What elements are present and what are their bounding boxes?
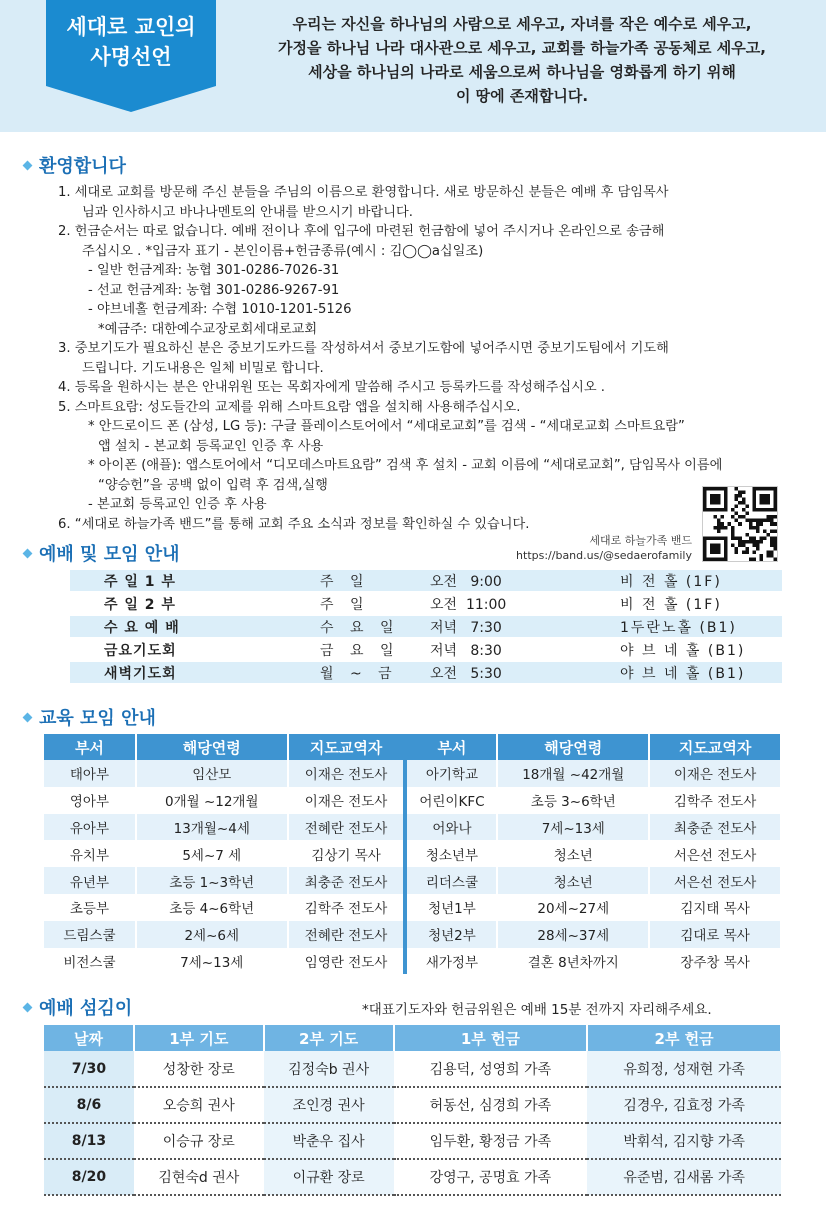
column-header: 해당연령 (497, 734, 649, 760)
mission-badge-title (46, 12, 216, 72)
worship-row (70, 593, 782, 614)
welcome-title-text: 환영합니다 (39, 156, 126, 177)
table-cell: 전혜란 전도사 (288, 814, 406, 841)
worship-schedule (70, 570, 782, 685)
worship-row (70, 616, 782, 637)
band-url[interactable]: https://band.us/@sedaerofamily (516, 549, 692, 562)
welcome-line: 6. “세대로 하늘가족 밴드”를 통해 교회 주요 소식과 정보를 확인하실 수 있습니다. (58, 516, 530, 532)
table-cell: 성창한 장로 (134, 1051, 264, 1087)
service-place: 1두란노홀 (B1) (620, 619, 737, 636)
table-cell: 18개월 ~42개월 (497, 760, 649, 787)
table-cell: 임산모 (136, 760, 288, 787)
service-time: 오전 11:00 (430, 596, 507, 613)
table-row (44, 948, 781, 975)
table-cell: 임영란 전도사 (288, 948, 406, 975)
table-cell: 김경우, 김효정 가족 (587, 1087, 781, 1123)
band-name: 세대로 하늘가족 밴드 (589, 534, 692, 547)
welcome-line: 2. 헌금순서는 따로 없습니다. 예배 전이나 후에 입구에 마련된 헌금함에 넣어 주시거나 온라인으로 송금해 (58, 224, 665, 239)
table-header-row (44, 1025, 781, 1051)
table-cell: 청소년 (497, 867, 649, 894)
mission-line: 가정을 하나님 나라 대사관으로 세우고, 교회를 하늘가족 공동체로 세우고, (278, 39, 766, 57)
table-cell: 이재은 전도사 (288, 787, 406, 814)
table-cell: 조인경 권사 (264, 1087, 394, 1123)
table-cell: 드림스쿨 (44, 921, 136, 948)
band-label (480, 533, 692, 563)
mission-banner (0, 0, 826, 132)
worship-row (70, 662, 782, 683)
service-day: 월 ~ 금 (320, 665, 398, 682)
table-cell: 7세~13세 (136, 948, 288, 975)
mission-line: 세상을 하나님의 나라로 세움으로써 하나님을 영화롭게 하기 위해 (308, 63, 736, 81)
table-cell: 새가정부 (405, 948, 497, 975)
table-cell: 이재은 전도사 (288, 760, 406, 787)
table-header-row (44, 734, 781, 760)
table-row (44, 1159, 781, 1195)
column-header: 1부 기도 (134, 1025, 264, 1051)
table-cell: 장주창 목사 (649, 948, 781, 975)
table-cell: 7세~13세 (497, 814, 649, 841)
mission-badge-tip (46, 86, 216, 112)
service-time: 오전 9:00 (430, 573, 502, 590)
table-cell: 어린이KFC (405, 787, 497, 814)
service-day: 금 요 일 (320, 642, 400, 659)
table-cell: 유치부 (44, 840, 136, 867)
diamond-bullet-icon (23, 712, 33, 722)
table-cell: 최충준 전도사 (649, 814, 781, 841)
welcome-line: “양승헌”을 공백 없이 입력 후 검색,실행 (98, 477, 328, 493)
table-cell: 허동선, 심경희 가족 (394, 1087, 588, 1123)
table-cell: 이승규 장로 (134, 1123, 264, 1159)
table-cell: 김학주 전도사 (649, 787, 781, 814)
column-header: 2부 기도 (264, 1025, 394, 1051)
table-row (44, 760, 781, 787)
table-cell: 유준범, 김새롬 가족 (587, 1159, 781, 1195)
mission-line: 우리는 자신을 하나님의 사람으로 세우고, 자녀를 작은 예수로 세우고, (292, 15, 752, 33)
service-name: 금요기도회 (104, 642, 177, 659)
table-cell: 김상기 목사 (288, 840, 406, 867)
diamond-bullet-icon (23, 160, 33, 170)
table-cell: 청년2부 (405, 921, 497, 948)
badge-line-1: 세대로 교인의 (66, 15, 196, 39)
table-cell: 유년부 (44, 867, 136, 894)
service-day: 주 일 (320, 573, 370, 590)
column-header: 해당연령 (136, 734, 288, 760)
education-title-text: 교육 모임 안내 (39, 708, 156, 729)
table-cell: 서은선 전도사 (649, 840, 781, 867)
table-cell: 청소년 (497, 840, 649, 867)
table-cell: 유아부 (44, 814, 136, 841)
table-cell: 리더스쿨 (405, 867, 497, 894)
table-cell: 이재은 전도사 (649, 760, 781, 787)
table-cell: 초등 4~6학년 (136, 894, 288, 921)
table-cell: 0개월 ~12개월 (136, 787, 288, 814)
date-cell: 8/20 (44, 1159, 134, 1195)
date-cell: 8/6 (44, 1087, 134, 1123)
table-cell: 청년1부 (405, 894, 497, 921)
service-place: 야 브 네 홀 (B1) (620, 665, 746, 682)
table-cell: 김정숙b 권사 (264, 1051, 394, 1087)
welcome-line: 3. 중보기도가 필요하신 분은 중보기도카드를 작성하셔서 중보기도함에 넣어주시면 중보기도팀에서 기도해 (58, 341, 669, 356)
service-name: 주 일 1 부 (104, 573, 176, 590)
date-cell: 8/13 (44, 1123, 134, 1159)
service-day: 수 요 일 (320, 619, 400, 636)
table-row (44, 787, 781, 814)
table-cell: 청소년부 (405, 840, 497, 867)
welcome-line: 5. 스마트요람: 성도들간의 교제를 위해 스마트요람 앱을 설치해 사용해주십시오. (58, 399, 521, 415)
qr-code-icon[interactable] (702, 486, 778, 562)
table-row (44, 1123, 781, 1159)
table-cell: 비전스쿨 (44, 948, 136, 975)
table-cell: 어와나 (405, 814, 497, 841)
service-place: 비 전 홀 (1F) (620, 596, 722, 613)
table-cell: 박휘석, 김지향 가족 (587, 1123, 781, 1159)
worship-row (70, 570, 782, 591)
column-header: 부서 (44, 734, 136, 760)
table-cell: 임두환, 황정금 가족 (394, 1123, 588, 1159)
duty-title-text: 예배 섬김이 (39, 998, 133, 1019)
welcome-line: - 선교 헌금계좌: 농협 301-0286-9267-91 (88, 282, 340, 298)
service-place: 비 전 홀 (1F) (620, 573, 722, 590)
welcome-notice-list (58, 183, 798, 534)
worship-row (70, 639, 782, 660)
service-time: 오전 5:30 (430, 665, 502, 682)
welcome-line: - 야브네홀 헌금계좌: 수협 1010-1201-5126 (88, 302, 352, 317)
welcome-line: *예금주: 대한예수교장로회세대로교회 (98, 321, 318, 337)
duty-section-title (24, 994, 132, 1020)
table-cell: 최충준 전도사 (288, 867, 406, 894)
welcome-section-title (24, 152, 126, 178)
table-cell: 김현숙d 권사 (134, 1159, 264, 1195)
welcome-line: 드립니다. 기도내용은 일체 비밀로 합니다. (82, 360, 324, 376)
service-name: 수 요 예 배 (104, 619, 180, 636)
date-cell: 7/30 (44, 1051, 134, 1087)
table-row (44, 840, 781, 867)
table-row (44, 1051, 781, 1087)
welcome-line: 1. 세대로 교회를 방문해 주신 분들을 주님의 이름으로 환영합니다. 새로 방문하신 분들은 예배 후 담임목사 (58, 185, 669, 200)
table-cell: 초등 3~6학년 (497, 787, 649, 814)
table-cell: 초등부 (44, 894, 136, 921)
table-cell: 김지태 목사 (649, 894, 781, 921)
table-row (44, 814, 781, 841)
table-cell: 결혼 8년차까지 (497, 948, 649, 975)
worship-title-text: 예배 및 모임 안내 (39, 544, 180, 565)
welcome-line: * 안드로이드 폰 (삼성, LG 등): 구글 플레이스토어에서 “세대로교회”를 검색 - “세대로교회 스마트요람” (88, 419, 685, 434)
column-header: 지도교역자 (288, 734, 406, 760)
welcome-line: * 아이폰 (애플): 앱스토어에서 “디모데스마트요람” 검색 후 설치 - 교회 이름에 “세대로교회”, 담임목사 이름에 (88, 458, 723, 473)
mission-line: 이 땅에 존재합니다. (455, 87, 589, 105)
table-row (44, 867, 781, 894)
table-cell: 5세~7 세 (136, 840, 288, 867)
welcome-line: - 본교회 등록교인 인증 후 사용 (88, 497, 267, 512)
table-cell: 김용덕, 성영희 가족 (394, 1051, 588, 1087)
table-cell: 이규환 장로 (264, 1159, 394, 1195)
service-time: 저녁 8:30 (430, 642, 502, 659)
column-header: 날짜 (44, 1025, 134, 1051)
service-day: 주 일 (320, 596, 370, 613)
table-cell: 전혜란 전도사 (288, 921, 406, 948)
welcome-line: 4. 등록을 원하시는 분은 안내위원 또는 목회자에게 말씀해 주시고 등록카드를 작성해주십시오 . (58, 380, 605, 395)
table-cell: 유희정, 성재현 가족 (587, 1051, 781, 1087)
welcome-line: - 일반 헌금계좌: 농협 301-0286-7026-31 (88, 263, 340, 278)
table-cell: 서은선 전도사 (649, 867, 781, 894)
education-table (44, 734, 782, 974)
table-cell: 20세~27세 (497, 894, 649, 921)
table-cell: 박춘우 집사 (264, 1123, 394, 1159)
duty-note: *대표기도자와 헌금위원은 예배 15분 전까지 자리해주세요. (362, 1002, 712, 1018)
duty-table (44, 1025, 782, 1196)
worship-section-title (24, 540, 180, 566)
table-cell: 김학주 전도사 (288, 894, 406, 921)
diamond-bullet-icon (23, 548, 33, 558)
table-cell: 영아부 (44, 787, 136, 814)
badge-line-2: 사명선언 (90, 45, 172, 69)
welcome-line: 주십시오 . *입금자 표기 - 본인이름+헌금종류(예시 : 김◯◯a십일조) (82, 243, 484, 259)
education-section-title (24, 704, 156, 730)
column-header: 지도교역자 (649, 734, 781, 760)
table-cell: 오승희 권사 (134, 1087, 264, 1123)
column-header: 부서 (405, 734, 497, 760)
column-header: 2부 헌금 (587, 1025, 781, 1051)
mission-statement (238, 12, 806, 108)
column-header: 1부 헌금 (394, 1025, 588, 1051)
table-cell: 김대로 목사 (649, 921, 781, 948)
table-cell: 13개월~4세 (136, 814, 288, 841)
welcome-line: 님과 인사하시고 바나나멘토의 안내를 받으시기 바랍니다. (82, 204, 413, 220)
service-name: 주 일 2 부 (104, 596, 176, 613)
table-cell: 강영구, 공명효 가족 (394, 1159, 588, 1195)
table-row (44, 894, 781, 921)
service-place: 야 브 네 홀 (B1) (620, 642, 746, 659)
table-cell: 태아부 (44, 760, 136, 787)
table-cell: 초등 1~3학년 (136, 867, 288, 894)
table-cell: 28세~37세 (497, 921, 649, 948)
table-cell: 아기학교 (405, 760, 497, 787)
table-cell: 2세~6세 (136, 921, 288, 948)
table-row (44, 1087, 781, 1123)
service-name: 새벽기도회 (104, 665, 177, 682)
diamond-bullet-icon (23, 1002, 33, 1012)
service-time: 저녁 7:30 (430, 619, 502, 636)
welcome-line: 앱 설치 - 본교회 등록교인 인증 후 사용 (98, 438, 324, 454)
table-row (44, 921, 781, 948)
